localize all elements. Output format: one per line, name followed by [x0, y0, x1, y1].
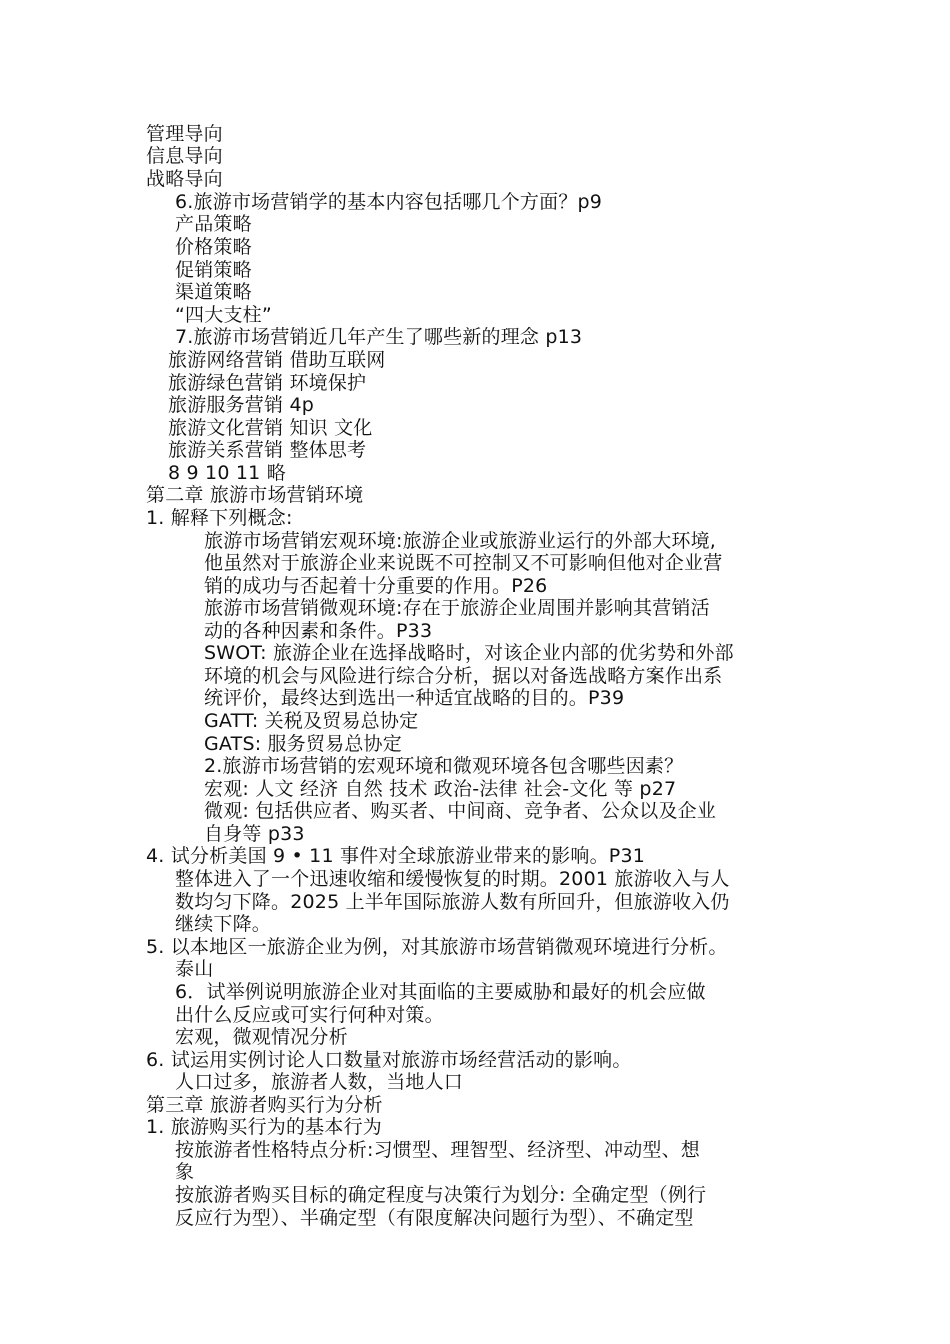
- text-line: 按旅游者性格特点分析:习惯型、理智型、经济型、冲动型、想: [175, 1139, 701, 1161]
- text-line: 微观: 包括供应者、购买者、中间商、竞争者、公众以及企业: [204, 800, 717, 822]
- question-heading: 7.旅游市场营销近几年产生了哪些新的理念 p13: [175, 326, 583, 348]
- text-line: 他虽然对于旅游企业来说既不可控制又不可影响但他对企业营: [204, 552, 723, 574]
- text-line: 统评价，最终达到选出一种适宜战略的目的。P39: [204, 687, 625, 709]
- text-line: 产品策略: [175, 213, 252, 235]
- text-line: 旅游市场营销宏观环境:旅游企业或旅游业运行的外部大环境,: [204, 530, 717, 552]
- text-line: 反应行为型）、半确定型（有限度解决问题行为型）、不确定型: [175, 1207, 694, 1229]
- text-line: 整体进入了一个迅速收缩和缓慢恢复的时期。2001 旅游收入与人: [175, 868, 730, 890]
- text-line: 渠道策略: [175, 281, 252, 303]
- text-line: 旅游绿色营销 环境保护: [168, 372, 367, 394]
- question-heading: 6．试举例说明旅游企业对其面临的主要威胁和最好的机会应做: [175, 981, 706, 1003]
- text-line: 人口过多，旅游者人数，当地人口: [175, 1071, 464, 1093]
- text-line: “四大支柱”: [175, 304, 272, 326]
- text-line: 8 9 10 11 略: [168, 462, 286, 484]
- chapter-heading: 第二章 旅游市场营销环境: [146, 484, 364, 506]
- text-line: 出什么反应或可实行何种对策。: [175, 1004, 444, 1026]
- text-line: 销的成功与否起着十分重要的作用。P26: [204, 575, 548, 597]
- question-heading: 6.旅游市场营销学的基本内容包括哪几个方面？p9: [175, 191, 603, 213]
- question-heading: 1. 解释下列概念:: [146, 507, 293, 529]
- text-line: 环境的机会与风险进行综合分析，据以对备选战略方案作出系: [204, 665, 723, 687]
- text-line: 泰山: [175, 958, 214, 980]
- text-line: 宏观，微观情况分析: [175, 1026, 348, 1048]
- question-heading: 5. 以本地区一旅游企业为例，对其旅游市场营销微观环境进行分析。: [146, 936, 728, 958]
- question-heading: 4. 试分析美国 9 • 11 事件对全球旅游业带来的影响。P31: [146, 845, 646, 867]
- text-line: 旅游文化营销 知识 文化: [168, 417, 373, 439]
- text-line: SWOT: 旅游企业在选择战略时，对该企业内部的优劣势和外部: [204, 642, 734, 664]
- chapter-heading: 第三章 旅游者购买行为分析: [146, 1094, 383, 1116]
- text-line: 自身等 p33: [204, 823, 305, 845]
- text-line: 旅游网络营销 借助互联网: [168, 349, 386, 371]
- text-line: 按旅游者购买目标的确定程度与决策行为划分: 全确定型（例行: [175, 1184, 707, 1206]
- text-line: 促销策略: [175, 259, 252, 281]
- text-line: 继续下降。: [175, 913, 272, 935]
- text-line: 数均匀下降。2025 上半年国际旅游人数有所回升，但旅游收入仍: [175, 891, 730, 913]
- question-heading: 2.旅游市场营销的宏观环境和微观环境各包含哪些因素？: [204, 755, 684, 777]
- text-line: GATS: 服务贸易总协定: [204, 733, 402, 755]
- text-line: 价格策略: [175, 236, 252, 258]
- text-line: 象: [175, 1161, 195, 1183]
- question-heading: 1. 旅游购买行为的基本行为: [146, 1116, 382, 1138]
- text-line: 旅游关系营销 整体思考: [168, 439, 367, 461]
- text-line: 旅游服务营销 4p: [168, 394, 314, 416]
- text-line: 管理导向: [146, 123, 223, 145]
- question-heading: 6. 试运用实例讨论人口数量对旅游市场经营活动的影响。: [146, 1049, 632, 1071]
- text-line: GATT: 关税及贸易总协定: [204, 710, 419, 732]
- text-line: 宏观: 人文 经济 自然 技术 政治-法律 社会-文化 等 p27: [204, 778, 677, 800]
- text-line: 动的各种因素和条件。P33: [204, 620, 433, 642]
- text-line: 信息导向: [146, 145, 223, 167]
- text-line: 战略导向: [146, 168, 223, 190]
- text-line: 旅游市场营销微观环境:存在于旅游企业周围并影响其营销活: [204, 597, 710, 619]
